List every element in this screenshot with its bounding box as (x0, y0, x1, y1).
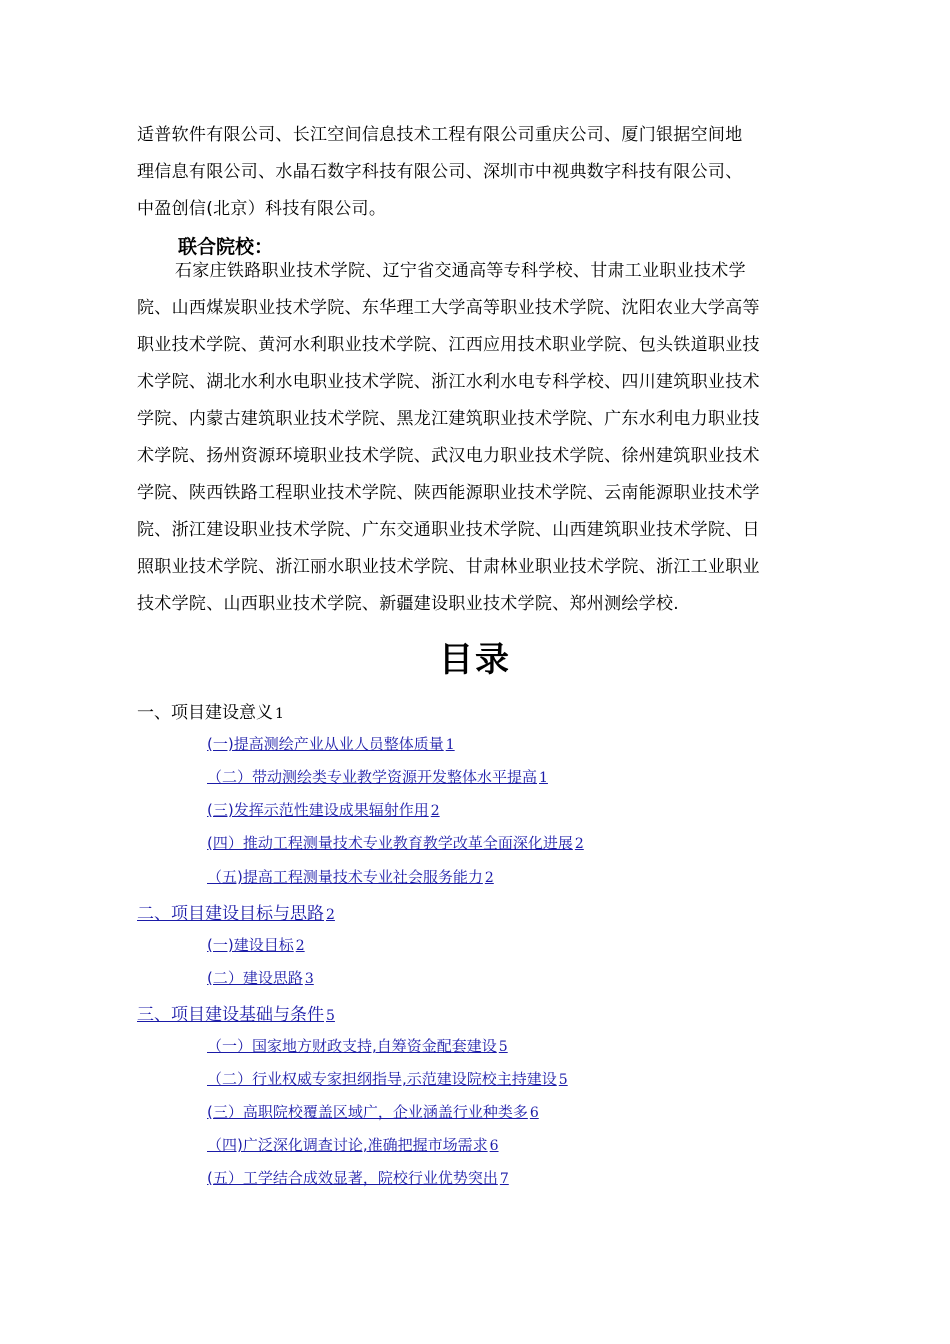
companies-line: 适普软件有限公司、长江空间信息技术工程有限公司重庆公司、厦门银据空间地 (137, 125, 743, 145)
schools-line: 学院、内蒙古建筑职业技术学院、黑龙江建筑职业技术学院、广东水利电力职业技 (137, 409, 760, 429)
toc-entry-3-5[interactable]: (五）工学结合成效显著，院校行业优势突出 7 (207, 1169, 509, 1187)
toc-title: 目录 (439, 640, 511, 680)
schools-line: 技术学院、山西职业技术学院、新疆建设职业技术学院、郑州测绘学校. (137, 594, 680, 614)
schools-heading: 联合院校： (178, 236, 274, 258)
toc-entry-section-2[interactable]: 二、项目建设目标与思路 2 (137, 904, 335, 924)
schools-line: 术学院、湖北水利水电职业技术学院、浙江水利水电专科学校、四川建筑职业技术 (137, 372, 760, 392)
toc-entry-3-2[interactable]: （二）行业权威专家担纲指导,示范建设院校主持建设 5 (207, 1070, 568, 1088)
schools-line: 术学院、扬州资源环境职业技术学院、武汉电力职业技术学院、徐州建筑职业技术 (137, 446, 760, 466)
schools-line: 学院、陕西铁路工程职业技术学院、陕西能源职业技术学院、云南能源职业技术学 (137, 483, 760, 503)
toc-entry-3-3[interactable]: (三）高职院校覆盖区域广，企业涵盖行业种类多 6 (207, 1103, 539, 1121)
toc-entry-3-1[interactable]: （一）国家地方财政支持,自筹资金配套建设 5 (207, 1037, 508, 1055)
toc-entry-3-4[interactable]: （四)广泛深化调查讨论,准确把握市场需求 6 (207, 1136, 499, 1154)
toc-entry-1-2[interactable]: （二）带动测绘类专业教学资源开发整体水平提高 1 (207, 768, 548, 786)
toc-entry-section-3[interactable]: 三、项目建设基础与条件 5 (137, 1005, 335, 1025)
companies-paragraph (137, 117, 817, 228)
toc-entry-1-5[interactable]: （五)提高工程测量技术专业社会服务能力 2 (207, 868, 494, 886)
toc-entry-1-3[interactable]: (三)发挥示范性建设成果辐射作用 2 (207, 801, 440, 819)
schools-line: 照职业技术学院、浙江丽水职业技术学院、甘肃林业职业技术学院、浙江工业职业 (137, 557, 760, 577)
schools-line: 院、浙江建设职业技术学院、广东交通职业技术学院、山西建筑职业技术学院、日 (137, 520, 760, 540)
schools-paragraph (137, 253, 817, 623)
toc-entry-2-1[interactable]: (一)建设目标 2 (207, 936, 305, 954)
companies-line: 理信息有限公司、水晶石数字科技有限公司、深圳市中视典数字科技有限公司、 (137, 162, 743, 182)
toc-entry-2-2[interactable]: (二）建设思路 3 (207, 969, 314, 987)
toc-entry-1-4[interactable]: (四）推动工程测量技术专业教育教学改革全面深化进展 2 (207, 834, 584, 852)
toc-entry-section-1[interactable]: 一、项目建设意义 1 (137, 703, 284, 723)
schools-line: 石家庄铁路职业技术学院、辽宁省交通高等专科学校、甘肃工业职业技术学 (175, 261, 746, 281)
schools-line: 院、山西煤炭职业技术学院、东华理工大学高等职业技术学院、沈阳农业大学高等 (137, 298, 760, 318)
companies-line: 中盈创信(北京）科技有限公司。 (137, 199, 387, 219)
schools-line: 职业技术学院、黄河水利职业技术学院、江西应用技术职业学院、包头铁道职业技 (137, 335, 760, 355)
toc-entry-1-1[interactable]: (一)提高测绘产业从业人员整体质量 1 (207, 735, 455, 753)
